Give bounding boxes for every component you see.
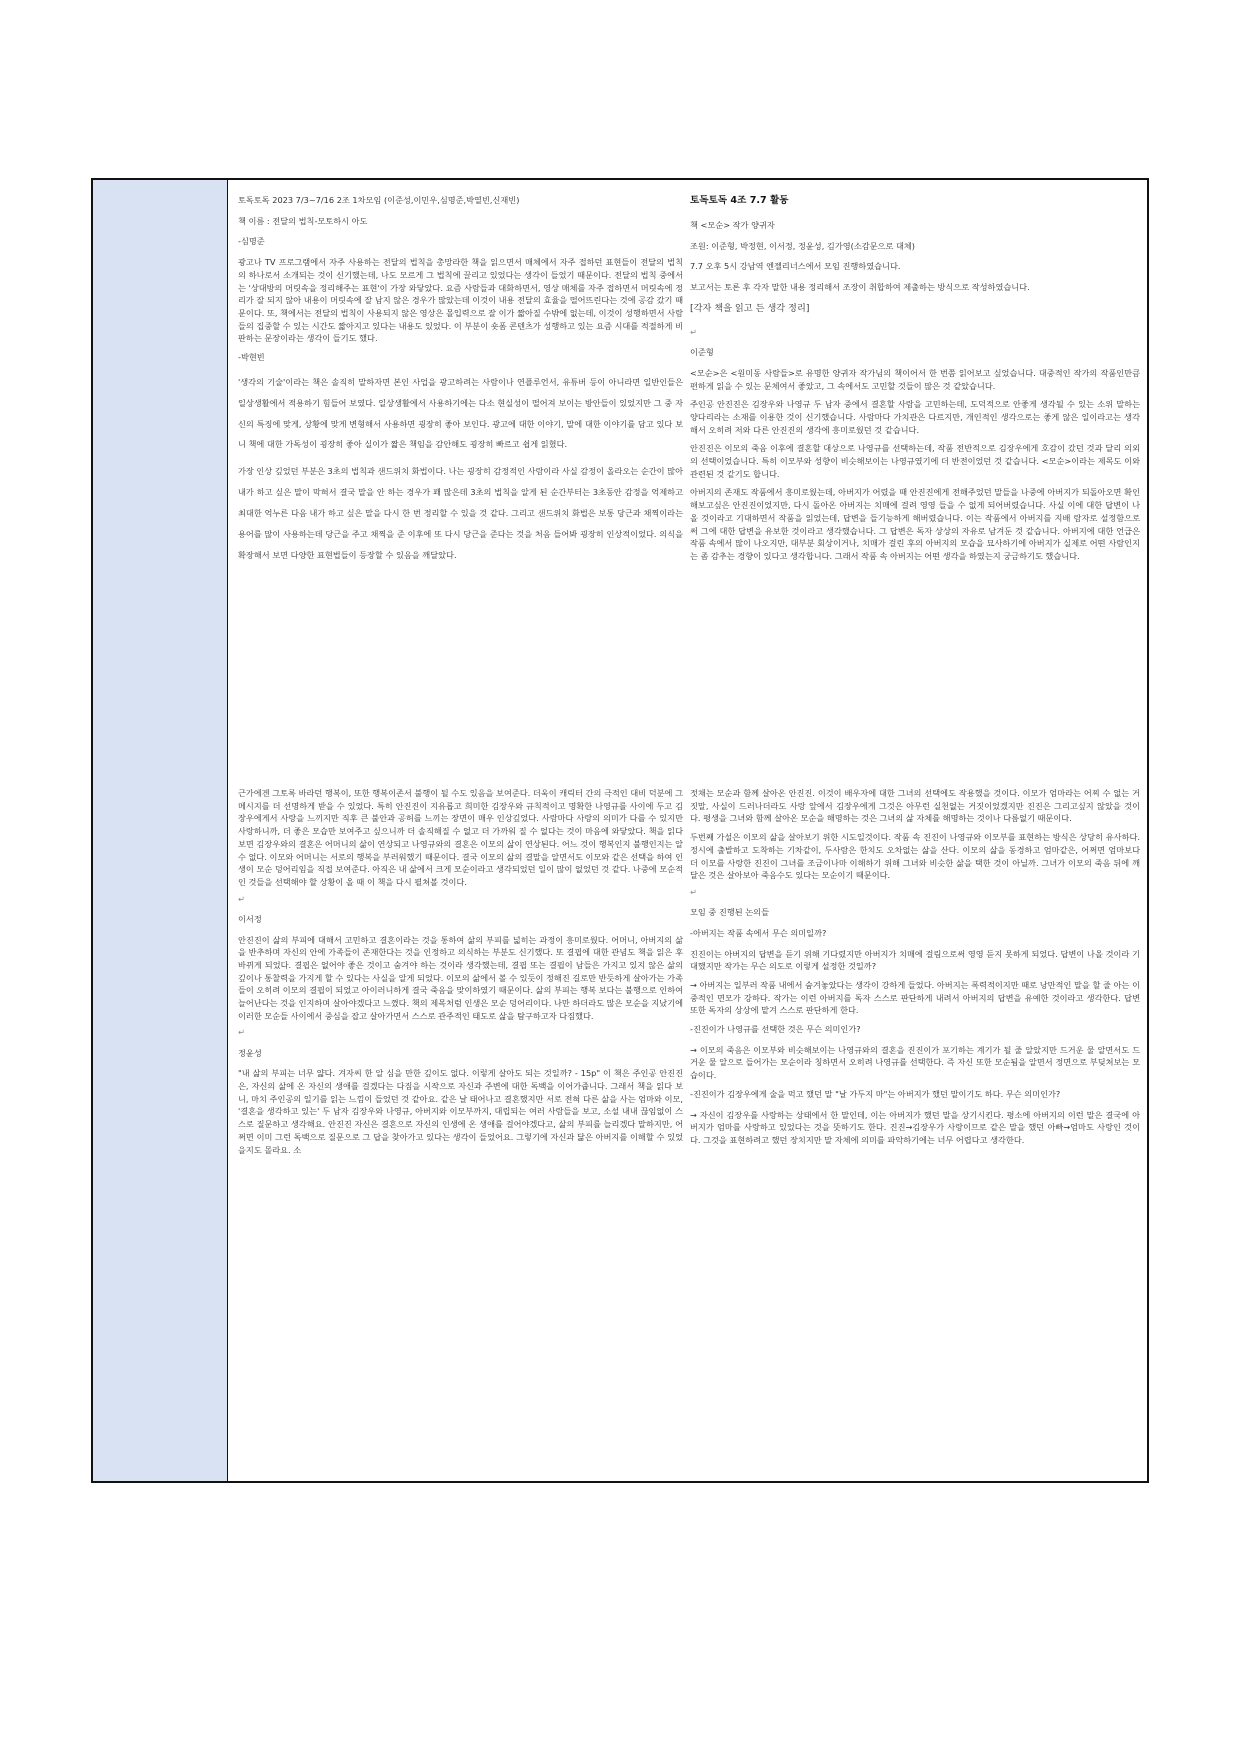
right-book-title: 책 <모순> 작가 양귀자 — [690, 219, 775, 230]
paragraph-mark: ↵ — [690, 326, 697, 337]
discussion-question: -아버지는 작품 속에서 무슨 의미일까? — [690, 927, 827, 938]
reviewer-name: 이준형 — [690, 347, 714, 358]
section-title: [각자 책을 읽고 든 생각 정리] — [690, 302, 810, 314]
review-text: 주인공 안진진은 김장우와 나영규 두 남자 중에서 결혼할 사람을 고민하는데, 도덕적으로 안좋게 생각될 수 있는 소위 말하는 양다리라는 소재를 이용한 것이 신기했습니다. 사람마다 가치관은 다르지만, 개인적인 생각으로는 좋게 않은 일이라고는 생각해서 오히려 저와 다른 안진진의 생각에 흥미로웠던 것 같습니다. — [690, 399, 1140, 435]
right-title: 토독토독 4조 7.7 활동 — [690, 195, 789, 206]
left-top-panel — [238, 194, 683, 754]
discussion-answer: → 이모의 죽음은 이모부와 비슷해보이는 나영규와의 결혼을 진진이가 포기하는 계기가 될 줄 알았지만 드거운 물 알면서도 드거운 물 알으로 들어가는 모순이라 칭하면서 오히려 나영규를 선택한다. 즉 자신 또한 모순됨을 알면서 정면으로 부딪쳐보는 모습이다. — [690, 1044, 1140, 1081]
document-frame — [91, 178, 1149, 1483]
review-text: "내 삶의 부피는 너무 얇다. 겨자씨 한 알 심을 만한 깊이도 없다. 이렇게 살아도 되는 것일까? - 15p" 이 책은 주인공 안진진은, 자신의 삶에 온 자신의 생애를 걸겠다는 다짐을 시작으로 자신과 주변에 대한 독백을 이어가줍니다. 그래서 책을 읽다 보니, 마치 주인공의 일기를 읽는 느낌이 들었던 것 같아요. 같은 날 태어나고 결혼했지만 서로 전혀 다른 삶을 사는 엄마와 이모, '결혼을 생각하고 있는' 두 남자 김장우와 나영규, 아버지와 이모부까지, 대립되는 여러 사람들을 보고, 소설 내내 끊임없이 스스로 질문하고 생각해요. 안진진 자신은 결혼으로 자신의 인생에 온 생애를 걸어야겠다고, 삶의 부피를 늘리겠다 말하지만, 어쩌면 이미 그런 독백으로 질문으로 그 답을 찾아가고 있다는 생각이 들었어요. 그렇기에 자신과 닮은 아버지를 이해할 수 있었을지도 몰라요. 소 — [238, 1068, 683, 1155]
left-book-title: 책 이름 : 전달의 법칙-모토하시 아도 — [238, 215, 368, 226]
reviewer-name: 이서정 — [238, 913, 262, 924]
members-line: 조원: 이준형, 박정현, 이서정, 정윤성, 김가영(소감문으로 대체) — [690, 240, 915, 251]
reviewer-name: -박현빈 — [238, 352, 265, 363]
review-text: '생각의 기술'이라는 책은 솔직히 말하자면 본인 사업을 광고하려는 사람이나 연플루언서, 유튜버 등이 아니라면 일반인들은 일상생활에서 적용하기 힘들어 보였다. 일상생활에서 사용하기에는 다소 현실성이 떨어져 보이는 방안들이 있었지만 그 중 자신의 특징에 맞게, 상황에 맞게 변형해서 사용하면 굉장히 좋아 보인다. 광고에 대한 이야기, 말에 대한 이야기를 담고 있다 보니 책에 대한 가독성이 굉장히 좋아 실이가 짧은 책임을 감안해도 굉장히 빠르고 쉽게 읽혔다. — [238, 376, 683, 450]
review-text: 젓채는 모순과 함께 살아온 안진진. 이것이 배우자에 대한 그녀의 선택에도 작용했을 것이다. 이모가 엄마라는 어찌 수 없는 거짓말, 사실이 드러나더라도 사랑 앞에서 김장우에게 그것은 아무런 실천없는 거짓이었겠지만 진진은 그리고싶지 않았을 것이다. 평생을 그녀와 함께 살아온 모순을 해명하는 것은 그녀의 삶 자체를 해명하는 것이나 다름없기 때문이다. — [690, 788, 1140, 824]
review-text: <모순>은 <원미동 사람들>로 유명한 양귀자 작가님의 책이어서 한 번쯤 읽어보고 싶었습니다. 대중적인 작가의 작품인만큼 편하게 읽을 수 있는 문체여서 좋았고, 그 속에서도 고민할 것들이 많은 것 같았습니다. — [690, 367, 1140, 391]
content-area — [228, 180, 1147, 1481]
discussion-title: 모임 중 진행된 논의들 — [690, 907, 769, 918]
review-text: 아버지의 존재도 작품에서 흥미로웠는데, 아버지가 어렸을 때 안진진에게 전해주었던 말들을 나중에 아버지가 되돌아오면 확인해보고싶은 안진진이었지만, 다시 돌아온 아버지는 치매에 걸려 영영 들을 수 없게 되어버렸습니다. 사실 이에 대한 답변이 나올 것이라고 기대하면서 작품을 읽었는데, 답변을 들기능하게 해버렸습니다. 이는 작품에서 아버지를 지배 람자로 설정함으로써 그에 대한 답변을 유보한 것이라고 생각했습니다. 그 답변은 독자 상상의 자유로 남겨둔 것 같습니다. 아버지에 대한 언급은 작품 속에서 많이 나오지만, 대부분 회상이거나, 치매가 걸린 후의 아버지의 모습을 묘사하기에 아버지가 실제로 어떤 사람인지는 좀 감추는 경향이 있다고 생각합니다. 그래서 작품 속 아버지는 어떤 생각을 하였는지 궁금하기도 했습니다. — [690, 487, 1140, 561]
review-text: 광고나 TV 프로그램에서 자주 사용하는 전달의 법칙을 총망라한 책을 읽으면서 매체에서 자주 접하던 표현들이 전달의 법칙의 하나로서 소개되는 것이 신기했는데, 나도 모르게 그 법칙에 끌리고 있었다는 생각이 들었기 때문이다. 전달의 법칙 중에서는 '상대방의 머릿속을 정리해주는 표현'이 가장 와닿았다. 요즘 사람들과 대화하면서, 영상 매체를 자주 접하면서 머릿속에 정리가 잘 되지 않아 내용이 머릿속에 잘 남지 않은 경우가 많았는데 이것이 내용 전달의 효율을 떨어뜨린다는 것에 공감 갔기 때문이다. 또, 책에서는 전달의 법칙이 사용되지 않은 영상은 몰입력으로 잘 이가 짧아질 수밖에 없는데, 이것이 성행하면서 사람들의 집중할 수 있는 시간도 짧아지고 있다는 내용도 있었다. 이 부분이 숏폼 콘텐츠가 성행하고 있는 요즘 시대를 적절하게 비판하는 문장이라는 생각이 들기도 했다. — [238, 257, 683, 344]
review-text: 안진진이 삶의 부피에 대해서 고민하고 결혼이라는 것을 통하여 삶의 부피를 넓히는 과정이 흥미로웠다. 어머니, 아버지의 삶을 반추하며 자신의 안에 가족들이 존재한다는 것을 인정하고 의식하는 부분도 신기했다. 또 결핍에 대한 관념도 책을 읽은 후 바뀌게 되었다. 결핍은 없어야 좋은 것이고 숨겨야 하는 것이라 생각했는데, 결핍 또는 결핍이 남들은 가지고 있지 않은 삶의 깊이나 통찰력을 가지게 할 수 있다는 사실을 알게 되었다. 이모의 삶에서 볼 수 있듯이 정해진 길로만 반듯하게 살아가는 가족들이 오히려 이모의 결핍이 되었고 아이러니하게 결국 죽음을 맞이하였기 때문이다. 삶의 부피는 행복 보다는 불행으로 인하여 늘어난다는 것을 인지하며 살아야겠다고 느꼈다. 책의 제목처럼 인생은 모순 덩어리이다. 나만 하더라도 많은 모순을 지났기에 이러한 모순들 사이에서 중심을 잡고 살아가면서 스스로 관주적인 태도로 삶을 탐구하고자 다짐했다. — [238, 934, 683, 1021]
left-header: 토독토독 2023 7/3~7/16 2조 1차모임 (이준성,이민우,심명준,박열빈,신재빈) — [238, 195, 520, 205]
discussion-answer: 진진이는 아버지의 답변을 듣기 위해 기다렸지만 아버지가 치매에 걸림으로써 영영 듣지 못하게 되었다. 답변이 나올 것이라 기대했지만 작가는 무슨 의도로 이렇게 설정한 것일까? — [690, 948, 1140, 972]
discussion-answer: → 자신이 김장우를 사랑하는 상태에서 한 말인데, 이는 아버지가 했던 말을 상기시킨다. 평소에 아버지의 이런 말은 결국에 아버지가 엄마를 사랑하고 있었다는 것을 뜻하기도 한다. 진진→김장우가 사랑이므로 같은 말을 했던 아빠→엄마도 사랑인 것이다. 그것을 표현하려고 했던 장치지만 말 자체에 의미를 파악하기에는 너무 어렵다고 생각한다. — [690, 1109, 1140, 1145]
reviewer-name: -심명준 — [238, 236, 265, 247]
discussion-answer: → 아버지는 일부러 작품 내에서 숨겨놓았다는 생각이 강하게 들었다. 아버지는 폭력적이지만 때로 낭만적인 말을 할 줄 아는 이중적인 면모가 강하다. 작가는 이런 아버지를 독자 스스로 판단하게 내려서 아버지의 답변을 유예한 것이라고 생각한다. 답변 또한 독자의 상상에 맡겨 스스로 판단하게 한다. — [690, 979, 1140, 1016]
discussion-question: -진진이가 나영규를 선택한 것은 무슨 의미인가? — [690, 1024, 861, 1035]
review-text: 두번째 가설은 이모의 삶을 살아보기 위한 시도일것이다. 작품 속 진진이 나영규와 이모부를 표현하는 방식은 상당히 유사하다. 정시에 출발하고 도착하는 기차같이, 두사람은 한치도 오차없는 삶을 산다. 이모의 삶을 동경하고 엄마같은, 어쩌면 엄마보다 더 이모를 사랑한 진진이 그녀를 조금이나마 이해하기 위해 그녀와 비슷한 삶을 택한 것이 아닐까. 그녀가 이모의 죽음 뒤에 깨달은 것은 살아보아 죽음수도 있다는 모순이기 때문이다. — [690, 832, 1140, 881]
paragraph-mark: ↵ — [238, 893, 245, 904]
sidebar-column — [93, 180, 228, 1481]
left-bottom-panel — [238, 787, 683, 1477]
review-text: 안진진은 이모의 죽음 이후에 결혼할 대상으로 나영규를 선택하는데, 작품 전반적으로 김장우에게 호감이 갔던 것과 달리 의외의 선택이었습니다. 특히 이모부와 성향이 비슷해보이는 나영규였기에 더 반전이었던 것 같습니다. <모순>이라는 제목도 이와 관련된 것 같기도 합니다. — [690, 443, 1140, 479]
report-note: 보고서는 토론 후 각자 말한 내용 정리해서 조장이 취합하여 제출하는 방식으로 작성하였습니다. — [690, 281, 1030, 292]
paragraph-mark: ↵ — [690, 886, 697, 897]
right-top-panel — [690, 194, 1140, 754]
reviewer-name: 정윤성 — [238, 1047, 262, 1058]
meeting-line: 7.7 오후 5시 강남역 엔젤리너스에서 모임 진행하였습니다. — [690, 261, 901, 272]
review-text: 가장 인상 깊었던 부분은 3초의 법칙과 샌드위치 화법이다. 나는 굉장히 감정적인 사람이라 사실 감정이 올라오는 순간이 많아 내가 하고 싶은 말이 막혀서 결국 말을 안 하는 경우가 꽤 많은데 3초의 법칙을 알게 된 순간부터는 3초동안 감정을 억제하고 최대한 억누른 다음 내가 하고 싶은 말을 다시 한 번 정리할 수 있을 것 같다. 그리고 샌드위치 화법은 보통 당근과 채찍이라는 용어를 많이 사용하는데 당근을 주고 채찍을 준 이후에 또 다시 당근을 준다는 것을 처음 들어봐 굉장히 인상적이었다. 의식을 확장해서 보면 다양한 표현법들이 등장할 수 있음을 깨달았다. — [238, 466, 683, 560]
paragraph-mark: ↵ — [238, 1027, 245, 1038]
review-text: 근가에겐 그토록 바라던 행복이, 또한 행복이존서 불행이 될 수도 있음을 보여준다. 더욱이 캐릭터 간의 극적인 대비 덕분에 그 메시지를 더 선명하게 받을 수 있었다. 특히 안진진이 지유롭고 희미한 김장우와 규칙적이고 명확한 나영규를 사이에 두고 김장우에게서 사랑을 느끼지만 직후 큰 불안과 공허를 느끼는 장면이 매우 인상깊었다. 사람마다 사랑의 의미가 다를 수 있지만 사랑하니까, 더 좋은 모습만 보여주고 싶으니까 더 솔직해질 수 없고 더 가까워 질 수 없다는 것이 마음에 와닿았다. 책을 읽다보면 김장우와의 결혼은 어머니의 삶이 연상되고 나영규와의 결혼은 이모의 삶이 연상된다. 어느 것이 행복인지 불행인지는 알 수 없다. 이모와 어머니는 서로의 행복을 부러워했기 때문이다. 결국 이모의 삶의 결말을 알면서도 이모와 같은 선택을 하여 인생이 모순 덩어리임을 직접 보여준다. 아직은 내 삶에서 크게 모순이라고 생각되었던 일이 많이 없었던 것 같다. 나중에 모순적인 것들을 선택해야 할 상황이 올 때 이 책을 다시 펼쳐볼 것이다. — [238, 788, 683, 887]
right-bottom-panel — [690, 787, 1140, 1477]
discussion-question: -진진이가 김장우에게 술을 먹고 했던 말 "날 가두지 마"는 아버지가 했던 말이기도 하다. 무슨 의미인가? — [690, 1088, 1061, 1099]
